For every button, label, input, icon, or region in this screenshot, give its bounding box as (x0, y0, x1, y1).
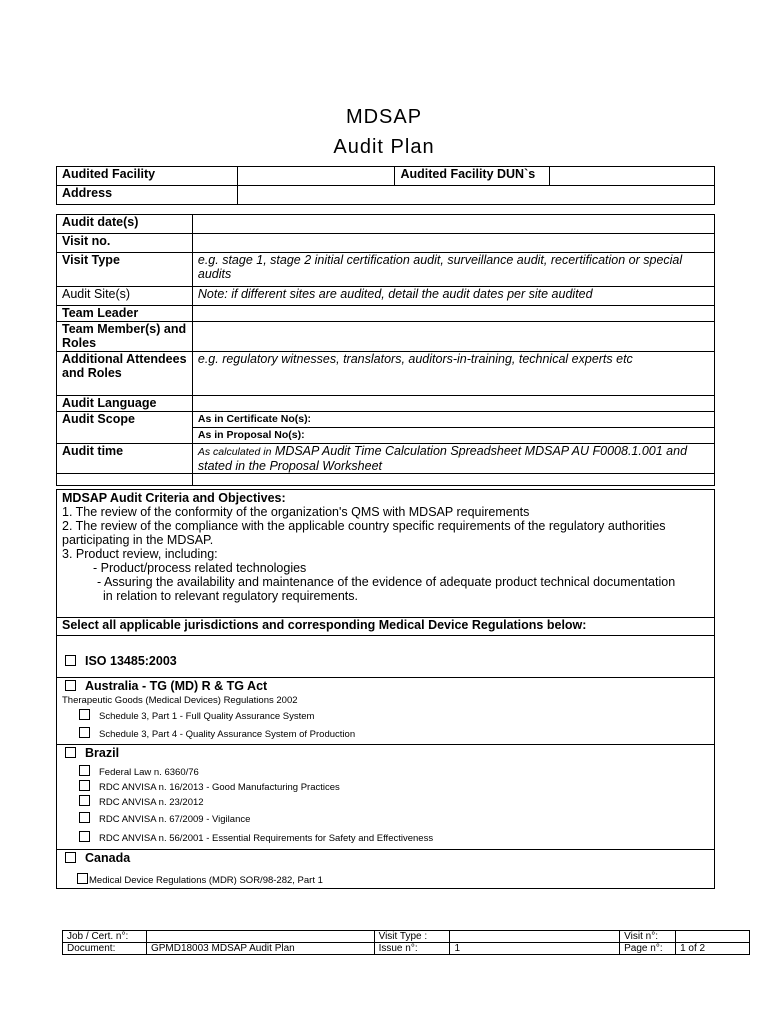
divider (57, 744, 714, 745)
footer-document-label: Document: (63, 943, 147, 955)
visit-no-label: Visit no. (57, 234, 193, 253)
brazil-checkbox-row[interactable] (65, 746, 119, 760)
team-members-value[interactable] (192, 322, 714, 352)
footer-visit-type-label: Visit Type : (374, 931, 450, 943)
duns-value[interactable] (550, 167, 715, 186)
audited-facility-label: Audited Facility (57, 167, 238, 186)
footer-page-value: 1 of 2 (676, 943, 750, 955)
team-members-label: Team Member(s) and Roles (57, 322, 193, 352)
criteria-item-3b-cont: in relation to relevant regulatory requirements. (103, 589, 358, 603)
brazil-item-5[interactable]: RDC ANVISA n. 56/2001 - Essential Requirements for Safety and Effectiveness (79, 831, 433, 844)
brazil-item-2[interactable]: RDC ANVISA n. 16/2013 - Good Manufacturing Practices (79, 780, 340, 793)
audit-dates-value[interactable] (192, 215, 714, 234)
address-value[interactable] (237, 186, 714, 205)
audit-sites-note[interactable]: Note: if different sites are audited, detail the audit dates per site audited (192, 287, 714, 306)
criteria-item-3: 3. Product review, including: (62, 547, 218, 561)
canada-label: Canada (85, 851, 131, 865)
divider (57, 677, 714, 678)
criteria-item-3a: - Product/process related technologies (93, 561, 307, 575)
checkbox[interactable] (79, 765, 90, 776)
australia-item-2[interactable]: Schedule 3, Part 4 - Quality Assurance System of Production (79, 727, 355, 740)
visit-type-note[interactable]: e.g. stage 1, stage 2 initial certification audit, surveillance audit, recertification or special audits (192, 253, 714, 287)
criteria-heading: MDSAP Audit Criteria and Objectives: (62, 491, 286, 505)
footer-visit-no-value (676, 931, 750, 943)
iso-label: ISO 13485:2003 (85, 654, 177, 668)
checkbox[interactable] (65, 680, 76, 691)
additional-attendees-note[interactable]: e.g. regulatory witnesses, translators, auditors-in-training, technical experts etc (192, 352, 714, 396)
checkbox[interactable] (79, 812, 90, 823)
criteria-item-2-cont: participating in the MDSAP. (62, 533, 214, 547)
page-subtitle: Audit Plan (333, 136, 435, 158)
footer-issue-label: Issue n°: (374, 943, 450, 955)
criteria-item-2: 2. The review of the compliance with the applicable country specific requirements of the regulatory authorities (62, 519, 666, 533)
footer-job-value (146, 931, 374, 943)
audit-details-table (56, 214, 715, 486)
iso-checkbox-row[interactable] (65, 654, 177, 668)
audit-scope-label: Audit Scope (57, 412, 193, 444)
criteria-item-3b: - Assuring the availability and maintenance of the evidence of adequate product technical documentation (97, 575, 676, 589)
divider (57, 849, 714, 850)
checkbox[interactable] (65, 655, 76, 666)
divider (57, 635, 714, 636)
scope-proposal[interactable]: As in Proposal No(s): (192, 428, 714, 444)
audit-language-value[interactable] (192, 396, 714, 412)
footer-visit-type-value (450, 931, 620, 943)
checkbox[interactable] (79, 780, 90, 791)
canada-checkbox-row[interactable] (65, 851, 130, 865)
blank-row-right (192, 474, 714, 486)
audit-time-note[interactable]: As calculated in MDSAP Audit Time Calculation Spreadsheet MDSAP AU F0008.1.001 and stated in the Proposal Worksheet (192, 444, 714, 474)
criteria-section (56, 489, 715, 889)
team-leader-value[interactable] (192, 306, 714, 322)
brazil-item-4[interactable]: RDC ANVISA n. 67/2009 - Vigilance (79, 812, 250, 825)
visit-no-value[interactable] (192, 234, 714, 253)
audit-sites-label: Audit Site(s) (57, 287, 193, 306)
address-label: Address (57, 186, 238, 205)
scope-certificate[interactable]: As in Certificate No(s): (192, 412, 714, 428)
canada-item-1[interactable]: Medical Device Regulations (MDR) SOR/98-282, Part 1 (77, 873, 323, 886)
team-leader-label: Team Leader (57, 306, 193, 322)
jurisdictions-heading: Select all applicable jurisdictions and corresponding Medical Device Regulations below: (62, 618, 587, 632)
australia-checkbox-row[interactable] (65, 679, 267, 693)
brazil-label: Brazil (85, 746, 120, 760)
facility-table (56, 166, 715, 205)
checkbox[interactable] (79, 727, 90, 738)
blank-row-left (57, 474, 193, 486)
brazil-item-3[interactable]: RDC ANVISA n. 23/2012 (79, 795, 204, 808)
criteria-item-1: 1. The review of the conformity of the organization's QMS with MDSAP requirements (62, 505, 530, 519)
duns-label: Audited Facility DUN`s (395, 167, 550, 186)
audited-facility-value[interactable] (237, 167, 395, 186)
checkbox[interactable] (79, 709, 90, 720)
page-title: MDSAP (345, 106, 423, 128)
australia-item-1[interactable]: Schedule 3, Part 1 - Full Quality Assurance System (79, 709, 314, 722)
footer-table (62, 930, 750, 955)
checkbox[interactable] (65, 747, 76, 758)
checkbox[interactable] (79, 795, 90, 806)
footer-job-label: Job / Cert. n°: (63, 931, 147, 943)
footer-page-label: Page n°: (620, 943, 676, 955)
audit-time-label: Audit time (57, 444, 193, 474)
audit-dates-label: Audit date(s) (57, 215, 193, 234)
footer-visit-no-label: Visit n°: (620, 931, 676, 943)
visit-type-label: Visit Type (57, 253, 193, 287)
additional-attendees-label: Additional Attendees and Roles (57, 352, 193, 396)
audit-language-label: Audit Language (57, 396, 193, 412)
footer-issue-value: 1 (450, 943, 620, 955)
checkbox[interactable] (79, 831, 90, 842)
brazil-item-1[interactable]: Federal Law n. 6360/76 (79, 765, 199, 778)
australia-label: Australia - TG (MD) R & TG Act (85, 679, 268, 693)
footer-document-value: GPMD18003 MDSAP Audit Plan (146, 943, 374, 955)
australia-subtitle: Therapeutic Goods (Medical Devices) Regulations 2002 (62, 695, 298, 706)
checkbox[interactable] (77, 873, 88, 884)
checkbox[interactable] (65, 852, 76, 863)
